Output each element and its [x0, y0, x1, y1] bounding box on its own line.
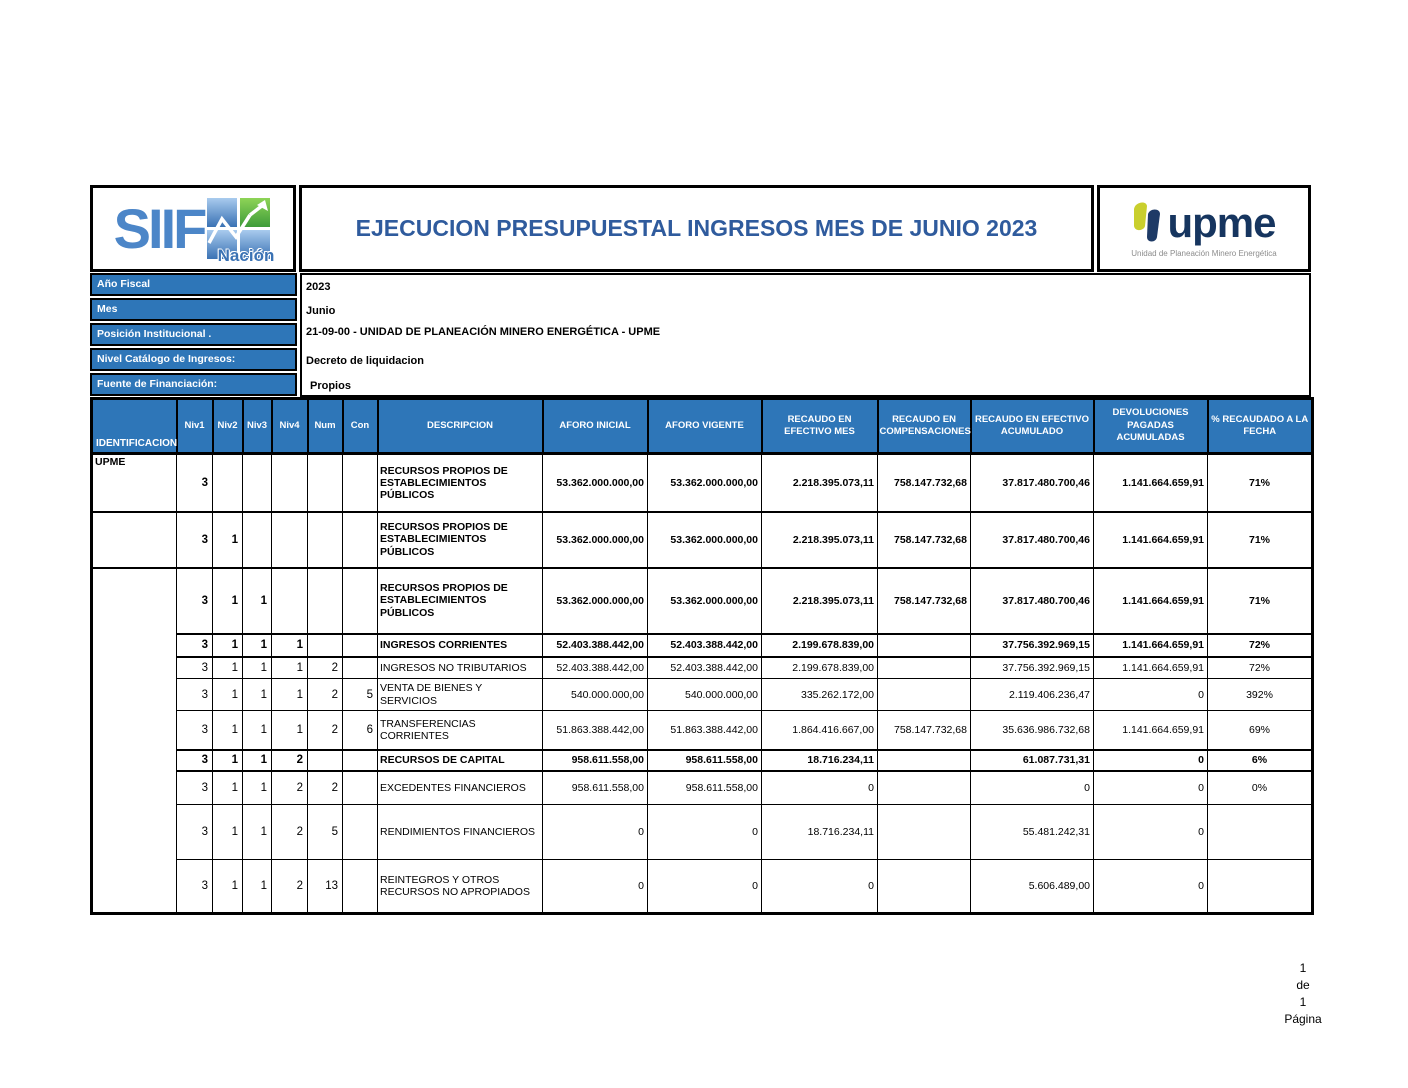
siif-logo [114, 194, 273, 264]
cell-aforo-vigente: 958.611.558,00 [648, 771, 762, 805]
cell-niv3: 1 [243, 568, 272, 634]
cell-niv4: 2 [272, 750, 308, 771]
cell-aforo-inicial: 958.611.558,00 [543, 771, 648, 805]
cell-niv3: 1 [243, 805, 272, 860]
cell-devoluciones-pagadas: 1.141.664.659,91 [1094, 657, 1208, 679]
info-value: Junio [306, 305, 336, 317]
cell-recaudo-compensaciones [878, 860, 971, 914]
cell-pct-recaudado: 72% [1208, 634, 1313, 657]
cell-niv2: 1 [213, 512, 243, 568]
cell-niv2: 1 [213, 750, 243, 771]
cell-devoluciones-pagadas: 1.141.664.659,91 [1094, 711, 1208, 750]
cell-recaudo-efectivo-acumulado: 37.756.392.969,15 [971, 634, 1094, 657]
cell-descripcion: REINTEGROS Y OTROS RECURSOS NO APROPIADOS [378, 860, 543, 914]
cell-aforo-inicial: 53.362.000.000,00 [543, 454, 648, 512]
siif-logo-text: SIIF [113, 196, 205, 260]
cell-devoluciones-pagadas: 1.141.664.659,91 [1094, 454, 1208, 512]
cell-con [343, 634, 378, 657]
cell-aforo-vigente: 53.362.000.000,00 [648, 512, 762, 568]
table-row [92, 805, 1313, 860]
cell-con [343, 568, 378, 634]
info-value: Decreto de liquidacion [306, 355, 424, 367]
cell-niv4 [272, 568, 308, 634]
cell-recaudo-efectivo-acumulado: 5.606.489,00 [971, 860, 1094, 914]
cell-recaudo-efectivo-acumulado: 2.119.406.236,47 [971, 679, 1094, 711]
cell-niv2: 1 [213, 568, 243, 634]
cell-aforo-inicial: 52.403.388.442,00 [543, 634, 648, 657]
column-header: DEVOLUCIONES PAGADAS ACUMULADAS [1094, 399, 1208, 454]
cell-con: 6 [343, 711, 378, 750]
page-counter [1267, 960, 1339, 1028]
cell-recaudo-compensaciones: 758.147.732,68 [878, 711, 971, 750]
cell-recaudo-efectivo-acumulado: 37.817.480.700,46 [971, 568, 1094, 634]
cell-descripcion: RECURSOS PROPIOS DE ESTABLECIMIENTOS PÚBLICOS [378, 568, 543, 634]
cell-identificacion [92, 512, 177, 568]
cell-descripcion: RECURSOS PROPIOS DE ESTABLECIMIENTOS PÚBLICOS [378, 512, 543, 568]
column-header: Niv1 [177, 399, 213, 454]
column-header: DESCRIPCION [378, 399, 543, 454]
cell-recaudo-compensaciones [878, 805, 971, 860]
cell-niv2: 1 [213, 805, 243, 860]
cell-niv4 [272, 454, 308, 512]
cell-num: 5 [308, 805, 343, 860]
cell-recaudo-efectivo-mes: 2.218.395.073,11 [762, 512, 878, 568]
cell-con [343, 805, 378, 860]
column-header: Con [343, 399, 378, 454]
cell-niv1: 3 [177, 771, 213, 805]
cell-num [308, 634, 343, 657]
cell-identificacion [92, 568, 177, 914]
cell-con [343, 512, 378, 568]
cell-con [343, 657, 378, 679]
cell-recaudo-efectivo-mes: 2.199.678.839,00 [762, 657, 878, 679]
column-header: Niv4 [272, 399, 308, 454]
cell-identificacion: UPME [92, 454, 177, 512]
cell-niv2: 1 [213, 771, 243, 805]
cell-recaudo-efectivo-acumulado: 0 [971, 771, 1094, 805]
table-row [92, 568, 1313, 634]
info-value: 2023 [306, 281, 331, 293]
cell-recaudo-efectivo-mes: 2.218.395.073,11 [762, 568, 878, 634]
cell-niv3: 1 [243, 860, 272, 914]
cell-recaudo-compensaciones [878, 657, 971, 679]
cell-recaudo-efectivo-mes: 18.716.234,11 [762, 750, 878, 771]
info-value: 21-09-00 - UNIDAD DE PLANEACIÓN MINERO ENERGÉTICA - UPME [306, 326, 661, 338]
cell-descripcion: INGRESOS NO TRIBUTARIOS [378, 657, 543, 679]
cell-niv1: 3 [177, 512, 213, 568]
cell-recaudo-efectivo-acumulado: 37.817.480.700,46 [971, 454, 1094, 512]
page-number: 1 [1299, 961, 1307, 975]
cell-aforo-vigente: 53.362.000.000,00 [648, 568, 762, 634]
cell-num [308, 454, 343, 512]
column-header: % RECAUDADO A LA FECHA [1208, 399, 1313, 454]
cell-aforo-vigente: 52.403.388.442,00 [648, 657, 762, 679]
siif-logo-box [90, 185, 296, 272]
cell-niv4: 1 [272, 657, 308, 679]
upme-logo-text: upme [1167, 199, 1276, 246]
info-label: Mes [90, 298, 297, 321]
budget-execution-table [90, 397, 1314, 915]
cell-recaudo-efectivo-mes: 0 [762, 771, 878, 805]
column-header: AFORO VIGENTE [648, 399, 762, 454]
cell-aforo-inicial: 958.611.558,00 [543, 750, 648, 771]
cell-niv2 [213, 454, 243, 512]
cell-pct-recaudado [1208, 860, 1313, 914]
column-header: Niv2 [213, 399, 243, 454]
cell-niv3 [243, 454, 272, 512]
cell-descripcion: TRANSFERENCIAS CORRIENTES [378, 711, 543, 750]
cell-aforo-inicial: 53.362.000.000,00 [543, 512, 648, 568]
upme-logo-tagline: Unidad de Planeación Minero Energética [1131, 249, 1277, 258]
cell-niv4: 1 [272, 679, 308, 711]
cell-aforo-inicial: 0 [543, 860, 648, 914]
upme-logo [1131, 199, 1276, 258]
column-header: AFORO INICIAL [543, 399, 648, 454]
cell-devoluciones-pagadas: 0 [1094, 750, 1208, 771]
cell-aforo-vigente: 540.000.000,00 [648, 679, 762, 711]
info-labels [90, 273, 297, 398]
cell-num: 2 [308, 771, 343, 805]
cell-num: 2 [308, 657, 343, 679]
cell-aforo-inicial: 52.403.388.442,00 [543, 657, 648, 679]
cell-niv1: 3 [177, 860, 213, 914]
cell-aforo-inicial: 0 [543, 805, 648, 860]
column-header: Niv3 [243, 399, 272, 454]
cell-devoluciones-pagadas: 0 [1094, 771, 1208, 805]
cell-niv1: 3 [177, 805, 213, 860]
cell-niv1: 3 [177, 711, 213, 750]
table-row [92, 679, 1313, 711]
table-row [92, 771, 1313, 805]
cell-recaudo-efectivo-acumulado: 61.087.731,31 [971, 750, 1094, 771]
cell-niv1: 3 [177, 750, 213, 771]
cell-aforo-vigente: 0 [648, 860, 762, 914]
info-values-box [300, 273, 1311, 397]
cell-descripcion: RENDIMIENTOS FINANCIEROS [378, 805, 543, 860]
cell-pct-recaudado: 71% [1208, 512, 1313, 568]
upme-logo-box [1097, 185, 1311, 272]
table-row [92, 634, 1313, 657]
cell-aforo-vigente: 52.403.388.442,00 [648, 634, 762, 657]
cell-aforo-inicial: 51.863.388.442,00 [543, 711, 648, 750]
cell-pct-recaudado: 392% [1208, 679, 1313, 711]
cell-aforo-vigente: 53.362.000.000,00 [648, 454, 762, 512]
cell-descripcion: EXCEDENTES FINANCIEROS [378, 771, 543, 805]
cell-recaudo-compensaciones [878, 634, 971, 657]
cell-con [343, 750, 378, 771]
cell-pct-recaudado: 69% [1208, 711, 1313, 750]
cell-niv3: 1 [243, 771, 272, 805]
cell-recaudo-efectivo-mes: 0 [762, 860, 878, 914]
column-header: RECAUDO EN COMPENSACIONES [878, 399, 971, 454]
table-row [92, 454, 1313, 512]
cell-niv1: 3 [177, 454, 213, 512]
cell-recaudo-compensaciones: 758.147.732,68 [878, 512, 971, 568]
cell-descripcion: INGRESOS CORRIENTES [378, 634, 543, 657]
info-label: Posición Institucional . [90, 323, 297, 346]
cell-devoluciones-pagadas: 1.141.664.659,91 [1094, 568, 1208, 634]
info-label: Año Fiscal [90, 273, 297, 296]
siif-logo-subtext: Nación [217, 245, 275, 265]
cell-recaudo-efectivo-mes: 2.199.678.839,00 [762, 634, 878, 657]
cell-recaudo-efectivo-mes: 335.262.172,00 [762, 679, 878, 711]
cell-niv2: 1 [213, 634, 243, 657]
cell-aforo-inicial: 540.000.000,00 [543, 679, 648, 711]
cell-con [343, 454, 378, 512]
column-header: RECAUDO EN EFECTIVO MES [762, 399, 878, 454]
column-header: RECAUDO EN EFECTIVO ACUMULADO [971, 399, 1094, 454]
cell-recaudo-efectivo-acumulado: 37.756.392.969,15 [971, 657, 1094, 679]
cell-niv2: 1 [213, 679, 243, 711]
cell-niv4: 2 [272, 805, 308, 860]
cell-devoluciones-pagadas: 0 [1094, 679, 1208, 711]
cell-devoluciones-pagadas: 1.141.664.659,91 [1094, 512, 1208, 568]
cell-con [343, 771, 378, 805]
cell-recaudo-efectivo-acumulado: 55.481.242,31 [971, 805, 1094, 860]
cell-recaudo-compensaciones [878, 679, 971, 711]
cell-recaudo-efectivo-acumulado: 37.817.480.700,46 [971, 512, 1094, 568]
cell-niv3: 1 [243, 657, 272, 679]
cell-niv3: 1 [243, 679, 272, 711]
table-row [92, 860, 1313, 914]
cell-niv3: 1 [243, 750, 272, 771]
cell-niv4: 2 [272, 860, 308, 914]
cell-niv1: 3 [177, 679, 213, 711]
cell-niv2: 1 [213, 657, 243, 679]
info-value: Propios [310, 380, 351, 392]
cell-num: 13 [308, 860, 343, 914]
table-row [92, 750, 1313, 771]
cell-descripcion: VENTA DE BIENES Y SERVICIOS [378, 679, 543, 711]
cell-aforo-inicial: 53.362.000.000,00 [543, 568, 648, 634]
cell-num: 2 [308, 711, 343, 750]
cell-descripcion: RECURSOS DE CAPITAL [378, 750, 543, 771]
cell-num [308, 568, 343, 634]
cell-recaudo-efectivo-mes: 1.864.416.667,00 [762, 711, 878, 750]
cell-recaudo-efectivo-mes: 18.716.234,11 [762, 805, 878, 860]
title-box [299, 185, 1094, 272]
cell-niv1: 3 [177, 634, 213, 657]
column-header: Num [308, 399, 343, 454]
cell-con [343, 860, 378, 914]
cell-pct-recaudado: 72% [1208, 657, 1313, 679]
cell-niv2: 1 [213, 860, 243, 914]
cell-devoluciones-pagadas: 1.141.664.659,91 [1094, 634, 1208, 657]
column-header: IDENTIFICACION [92, 399, 177, 454]
cell-num [308, 750, 343, 771]
cell-pct-recaudado: 0% [1208, 771, 1313, 805]
page-label: Página [1284, 1012, 1322, 1026]
cell-niv3: 1 [243, 711, 272, 750]
cell-niv4: 1 [272, 634, 308, 657]
upme-leaf-icon [1132, 199, 1162, 247]
cell-aforo-vigente: 0 [648, 805, 762, 860]
cell-niv3: 1 [243, 634, 272, 657]
cell-devoluciones-pagadas: 0 [1094, 805, 1208, 860]
cell-recaudo-compensaciones [878, 771, 971, 805]
cell-niv1: 3 [177, 657, 213, 679]
page-total: 1 [1299, 995, 1307, 1009]
cell-niv4: 1 [272, 711, 308, 750]
cell-descripcion: RECURSOS PROPIOS DE ESTABLECIMIENTOS PÚBLICOS [378, 454, 543, 512]
cell-devoluciones-pagadas: 0 [1094, 860, 1208, 914]
cell-pct-recaudado: 71% [1208, 568, 1313, 634]
cell-recaudo-compensaciones: 758.147.732,68 [878, 454, 971, 512]
cell-pct-recaudado: 6% [1208, 750, 1313, 771]
cell-pct-recaudado [1208, 805, 1313, 860]
info-label: Fuente de Financiación: [90, 373, 297, 396]
info-label: Nivel Catálogo de Ingresos: [90, 348, 297, 371]
table-row [92, 657, 1313, 679]
cell-niv3 [243, 512, 272, 568]
page-title: EJECUCION PRESUPUESTAL INGRESOS MES DE JUNIO 2023 [355, 215, 1038, 241]
cell-con: 5 [343, 679, 378, 711]
cell-recaudo-compensaciones [878, 750, 971, 771]
cell-aforo-vigente: 958.611.558,00 [648, 750, 762, 771]
table-row [92, 711, 1313, 750]
cell-niv1: 3 [177, 568, 213, 634]
page-of-label: de [1296, 978, 1310, 992]
cell-recaudo-compensaciones: 758.147.732,68 [878, 568, 971, 634]
cell-num: 2 [308, 679, 343, 711]
cell-niv2: 1 [213, 711, 243, 750]
cell-recaudo-efectivo-acumulado: 35.636.986.732,68 [971, 711, 1094, 750]
cell-recaudo-efectivo-mes: 2.218.395.073,11 [762, 454, 878, 512]
cell-pct-recaudado: 71% [1208, 454, 1313, 512]
table-row [92, 512, 1313, 568]
cell-niv4: 2 [272, 771, 308, 805]
cell-niv4 [272, 512, 308, 568]
cell-aforo-vigente: 51.863.388.442,00 [648, 711, 762, 750]
cell-num [308, 512, 343, 568]
